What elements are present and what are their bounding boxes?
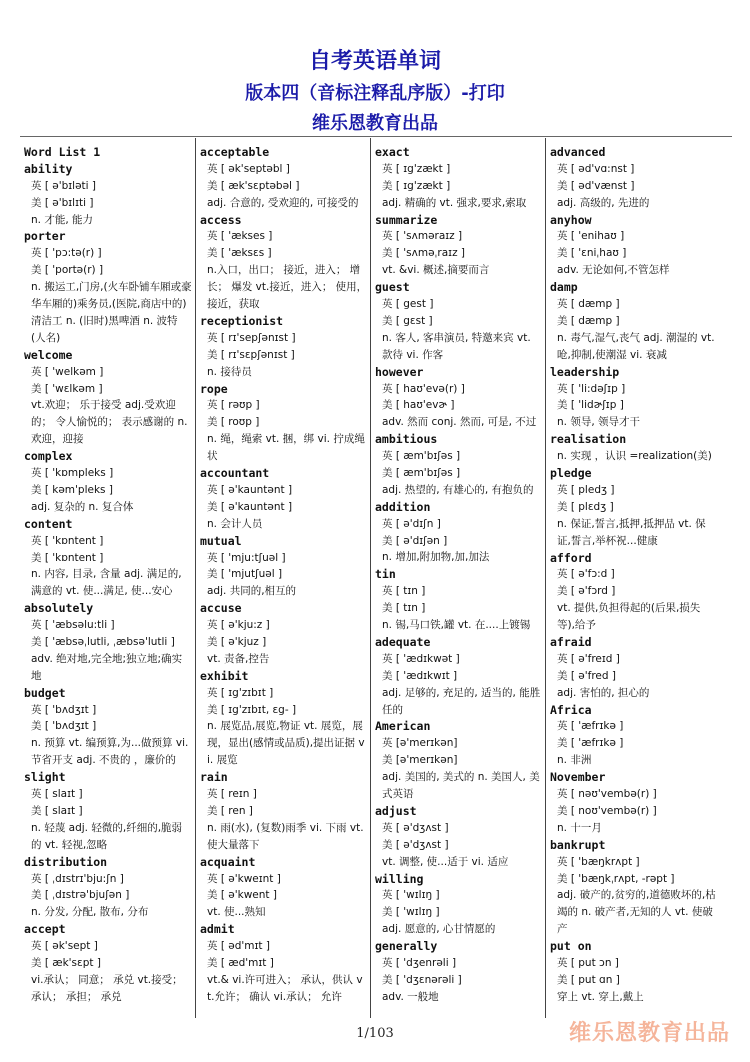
phonetic: 英 [ 'welkəm ] xyxy=(31,365,104,378)
phonetic: 美 [ roʊp ] xyxy=(207,416,260,429)
phonetic: 英 [ ə'kju:z ] xyxy=(207,619,270,632)
definition: n. 绳，绳索 vt. 捆，绑 vi. 拧成绳状 xyxy=(207,433,365,463)
word-list-heading: Word List 1 xyxy=(24,145,101,159)
phonetic: 英 [ reɪn ] xyxy=(207,788,257,801)
definition: n. 增加,附加物,加,加法 xyxy=(382,551,490,564)
definition: 穿上 vt. 穿上,戴上 xyxy=(557,990,644,1003)
phonetic: 美 [ dæmp ] xyxy=(557,314,620,327)
headword: ambitious xyxy=(375,432,438,447)
phonetic: 美 [ 'dʒɛnərəli ] xyxy=(382,973,462,986)
phonetic: 英 [ 'mju:tʃuəl ] xyxy=(207,551,286,564)
phonetic: 英 [ 'æbsəlu:tli ] xyxy=(31,619,115,632)
phonetic: 英 [ ə'kweɪnt ] xyxy=(207,872,281,885)
definition: n. 锡,马口铁,罐 vt. 在....上镀锡 xyxy=(382,619,531,632)
headword: realisation xyxy=(550,432,627,447)
headword: put on xyxy=(550,939,592,954)
definition: n. 会计人员 xyxy=(207,517,263,530)
definition: vi.承认； 同意； 承兑 vt.接受； 承认； 承担； 承兑 xyxy=(31,973,183,1003)
definition: n. 客人, 客串演员, 特邀来宾 vt. 款待 vi. 作客 xyxy=(382,331,531,361)
phonetic: 美 [ 'bʌdʒɪt ] xyxy=(31,720,97,733)
phonetic: 美 [ 'ædɪkwɪt ] xyxy=(382,669,458,682)
phonetic: 美 [ ren ] xyxy=(207,804,253,817)
definition: n. 毒气,湿气,丧气 adj. 潮湿的 vt. 呛,抑制,使潮湿 vi. 衰减 xyxy=(557,331,715,361)
headword: complex xyxy=(24,449,73,464)
phonetic: 英 [ ək'septəbl ] xyxy=(207,162,290,175)
phonetic: 美 [ə'merɪkən] xyxy=(382,754,458,767)
phonetic: 英 [ tɪn ] xyxy=(382,585,426,598)
phonetic: 英 [ 'æfrɪkə ] xyxy=(557,720,624,733)
phonetic: 美 [ haʊ'evɚ ] xyxy=(382,399,455,412)
phonetic: 美 [ noʊ'vembə(r) ] xyxy=(557,804,657,817)
headword: guest xyxy=(375,280,410,295)
phonetic: 英 [ 'ækses ] xyxy=(207,230,273,243)
phonetic: 英 [ ə'bɪləti ] xyxy=(31,179,97,192)
headword: leadership xyxy=(550,364,620,379)
headword: American xyxy=(375,719,431,734)
headword: adjust xyxy=(375,803,417,818)
phonetic: 美 [ gɛst ] xyxy=(382,314,433,327)
phonetic: 英 [ 'enihaʊ ] xyxy=(557,230,625,243)
phonetic: 英 [ 'wɪlɪŋ ] xyxy=(382,889,440,902)
phonetic: 美 [ ə'bɪlɪti ] xyxy=(31,196,94,209)
phonetic: 英 [ ə'kauntənt ] xyxy=(207,483,293,496)
phonetic: 美 [ 'bæŋkˌrʌpt, -rəpt ] xyxy=(557,872,675,885)
phonetic: 英 [ ˌdɪstrɪ'bju:ʃn ] xyxy=(31,872,124,885)
headword: adequate xyxy=(375,634,431,649)
phonetic: 美 [ 'kɒntent ] xyxy=(31,551,104,564)
headword: November xyxy=(550,770,606,785)
phonetic: 美 [ 'wɪlɪŋ ] xyxy=(382,906,440,919)
headword: however xyxy=(375,364,424,379)
column-1 xyxy=(24,144,192,1016)
phonetic: 美 [ kəm'pleks ] xyxy=(31,483,113,496)
column-divider xyxy=(370,138,371,1018)
headword: addition xyxy=(375,499,431,514)
phonetic: 英 [ haʊ'evə(r) ] xyxy=(382,382,465,395)
definition: adv. 绝对地,完全地;独立地;确实地 xyxy=(31,652,183,682)
definition: vt. 提供,负担得起的(后果,损失等),给予 xyxy=(557,602,701,632)
headword: damp xyxy=(550,280,578,295)
phonetic: 美 [ 'sʌməˌraɪz ] xyxy=(382,247,466,260)
phonetic: 英 [ pledʒ ] xyxy=(557,483,615,496)
phonetic: 英 [ 'kɒntent ] xyxy=(31,534,104,547)
definition: adj. 共同的,相互的 xyxy=(207,585,297,598)
phonetic: 英 [ slaɪt ] xyxy=(31,788,83,801)
phonetic: 英 [ dæmp ] xyxy=(557,298,620,311)
definition: n. 接待员 xyxy=(207,365,252,378)
watermark-logo: 维乐恩教育出品 xyxy=(568,1021,730,1046)
phonetic: 美 [ ə'fɔrd ] xyxy=(557,585,616,598)
page-number: 1/103 xyxy=(356,1026,394,1041)
definition: adj. 愿意的, 心甘情愿的 xyxy=(382,923,496,936)
phonetic: 美 [ put ɑn ] xyxy=(557,973,620,986)
phonetic: 英 [ əd'vɑ:nst ] xyxy=(557,162,635,175)
definition: n. 十一月 xyxy=(557,821,602,834)
definition: n. 轻蔑 adj. 轻微的,纤细的,脆弱的 vt. 轻视,忽略 xyxy=(31,821,183,851)
definition: n. 搬运工,门房,(火车卧铺车厢或豪华车厢的)乘务员,(医院,商店中的)清洁工 n. (旧时)黑啤酒 n. 波特(人名) xyxy=(31,281,192,344)
phonetic: 英 [ 'ædɪkwət ] xyxy=(382,652,460,665)
headword: acquaint xyxy=(200,854,256,869)
headword: ability xyxy=(24,161,73,176)
phonetic: 美 [ ə'fred ] xyxy=(557,669,616,682)
phonetic: 英 [ rəʊp ] xyxy=(207,399,260,412)
headword: rain xyxy=(200,770,228,785)
headword: Africa xyxy=(550,702,592,717)
headword: distribution xyxy=(24,854,108,869)
definition: adj. 合意的, 受欢迎的, 可接受的 xyxy=(207,196,359,209)
definition: n. 领导, 领导才干 xyxy=(557,416,641,429)
phonetic: 美 [ rɪ'sɛpʃənɪst ] xyxy=(207,348,295,361)
phonetic: 美 [ ə'kwent ] xyxy=(207,889,277,902)
headword: mutual xyxy=(200,533,242,548)
column-2 xyxy=(200,144,368,1016)
headword: welcome xyxy=(24,347,73,362)
phonetic: 美 [ æm'bɪʃəs ] xyxy=(382,467,461,479)
definition: n. 雨(水), (复数)雨季 vi. 下雨 vt. 使大量落下 xyxy=(207,821,364,851)
phonetic: 美 [ plɛdʒ ] xyxy=(557,500,614,513)
document-title: 自考英语单词 xyxy=(308,49,441,74)
phonetic: 英 [ 'sʌməraɪz ] xyxy=(382,230,463,243)
phonetic: 英 [ 'bʌdʒɪt ] xyxy=(31,703,97,716)
column-4 xyxy=(550,144,718,1016)
phonetic: 美 [ ə'kauntənt ] xyxy=(207,500,293,513)
headword: accuse xyxy=(200,601,242,616)
headword: content xyxy=(24,516,73,531)
headword: access xyxy=(200,212,242,227)
phonetic: 英 [ æm'bɪʃəs ] xyxy=(382,450,461,463)
phonetic: 英 [ nəʊ'vembə(r) ] xyxy=(557,788,657,801)
definition: adv. 然而 conj. 然而, 可是, 不过 xyxy=(382,416,537,429)
definition: adj. 足够的, 充足的, 适当的, 能胜任的 xyxy=(382,686,541,716)
phonetic: 英 [ 'pɔ:tə(r) ] xyxy=(31,247,102,260)
phonetic: 美 [ əd'vænst ] xyxy=(557,179,635,192)
phonetic: 英 [ 'li:dəʃɪp ] xyxy=(557,382,626,395)
phonetic: 美 [ 'æbsəˌlutli, ˌæbsə'lutli ] xyxy=(31,636,175,648)
headword: summarize xyxy=(375,212,438,227)
definition: adj. 美国的, 美式的 n. 美国人, 美式英语 xyxy=(382,771,540,801)
headword: tin xyxy=(375,567,396,582)
phonetic: 美 [ 'mjutʃuəl ] xyxy=(207,568,283,581)
headword: bankrupt xyxy=(550,837,606,852)
definition: vt.欢迎； 乐于接受 adj.受欢迎的； 令人愉悦的； 表示感谢的 n.欢迎，迎接 xyxy=(31,399,188,446)
definition: adj. 害怕的, 担心的 xyxy=(557,686,650,699)
headword: slight xyxy=(24,770,66,785)
headword: anyhow xyxy=(550,212,592,227)
phonetic: 英 [ ə'dʒʌst ] xyxy=(382,821,449,834)
phonetic: 美 [ ə'dʒʌst ] xyxy=(382,838,449,851)
phonetic: 美 [ ɪg'zækt ] xyxy=(382,179,451,192)
definition: adj. 复杂的 n. 复合体 xyxy=(31,500,134,513)
column-divider xyxy=(545,138,546,1018)
definition: adv. 一般地 xyxy=(382,990,439,1003)
headword: admit xyxy=(200,922,235,937)
phonetic: 英 [ ɪg'zɪbɪt ] xyxy=(207,686,274,699)
definition: adj. 热望的, 有雄心的, 有抱负的 xyxy=(382,483,534,496)
phonetic: 美 [ ə'dɪʃən ] xyxy=(382,534,448,547)
headword: exact xyxy=(375,145,410,159)
headword: porter xyxy=(24,229,66,244)
phonetic: 美 [ 'wɛlkəm ] xyxy=(31,382,103,395)
headword: accountant xyxy=(200,466,270,481)
definition: n. 实现 ，认识 =realization(美) xyxy=(557,450,712,463)
phonetic: 美 [ 'ɛniˌhaʊ ] xyxy=(557,247,627,260)
phonetic: 英 [ ə'freɪd ] xyxy=(557,652,620,665)
column-3 xyxy=(375,144,543,1016)
header-rule xyxy=(20,136,732,137)
phonetic: 美 [ ə'kjuz ] xyxy=(207,635,267,648)
phonetic: 英 [ ək'sept ] xyxy=(31,940,98,953)
phonetic: 美 [ tɪn ] xyxy=(382,602,426,615)
phonetic: 美 [ 'æfrɪkə ] xyxy=(557,737,624,750)
headword: willing xyxy=(375,871,424,886)
phonetic: 英 [ 'bæŋkrʌpt ] xyxy=(557,855,640,868)
column-divider xyxy=(195,138,196,1018)
headword: receptionist xyxy=(200,313,284,328)
headword: afford xyxy=(550,550,592,565)
definition: n. 展览品,展览,物证 vt. 展览，展现，显出(感情或品质),提出证据 vi. 展览 xyxy=(207,720,365,767)
headword: advanced xyxy=(550,145,606,159)
headword: pledge xyxy=(550,466,592,481)
phonetic: 英 [ gest ] xyxy=(382,298,434,311)
definition: adj. 精确的 vt. 强求,要求,索取 xyxy=(382,196,527,209)
headword: absolutely xyxy=(24,601,94,616)
phonetic: 美 [ 'æksɛs ] xyxy=(207,247,272,260)
phonetic: 英 [ 'kɒmpleks ] xyxy=(31,467,114,480)
definition: adv. 无论如何,不管怎样 xyxy=(557,264,670,277)
phonetic: 英 [ put ɔn ] xyxy=(557,957,619,969)
phonetic: 美 [ ɪg'zɪbɪt, ɛg- ] xyxy=(207,703,297,716)
headword: budget xyxy=(24,685,66,700)
phonetic: 美 [ æd'mɪt ] xyxy=(207,957,274,969)
headword: generally xyxy=(375,939,438,954)
definition: vt. &vi. 概述,摘要而言 xyxy=(382,264,490,277)
definition: n. 非洲 xyxy=(557,754,592,767)
definition: n. 预算 vt. 编预算,为...做预算 vi. 节省开支 adj. 不贵的 ，廉价的 xyxy=(31,737,189,767)
definition: n. 保证,誓言,抵押,抵押品 vt. 保证,誓言,举杯祝...健康 xyxy=(557,517,706,547)
definition: vt.& vi.许可进入； 承认，供认 vt.允许； 确认 vi.承认； 允许 xyxy=(207,973,363,1003)
phonetic: 英 [ ɪg'zækt ] xyxy=(382,162,451,175)
definition: n. 分发, 分配, 散布, 分布 xyxy=(31,906,149,919)
phonetic: 英 [ 'dʒenrəli ] xyxy=(382,956,457,969)
definition: vt. 调整, 使...适于 vi. 适应 xyxy=(382,855,509,868)
definition: adj. 破产的,贫穷的,道德败坏的,枯竭的 n. 破产者,无知的人 vt. 使破产 xyxy=(557,889,716,936)
phonetic: 美 [ 'portə(r) ] xyxy=(31,264,104,277)
headword: accept xyxy=(24,922,66,937)
definition: adj. 高级的, 先进的 xyxy=(557,196,650,209)
headword: rope xyxy=(200,381,228,396)
phonetic: 英 [ rɪ'sepʃənɪst ] xyxy=(207,331,296,344)
phonetic: 英 [ ə'dɪʃn ] xyxy=(382,517,441,530)
headword: exhibit xyxy=(200,668,249,683)
phonetic: 美 [ 'lidɚʃɪp ] xyxy=(557,399,624,412)
phonetic: 美 [ æk'sɛptəbəl ] xyxy=(207,179,300,192)
definition: vt. 使...熟知 xyxy=(207,906,266,919)
publisher-line: 维乐恩教育出品 xyxy=(312,113,438,134)
phonetic: 英 [ə'merɪkən] xyxy=(382,737,458,750)
definition: n. 内容, 目录, 含量 adj. 满足的, 满意的 vt. 使...满足, 使...安心 xyxy=(31,568,182,598)
phonetic: 英 [ əd'mɪt ] xyxy=(207,940,270,953)
phonetic: 美 [ æk'sɛpt ] xyxy=(31,957,101,970)
phonetic: 英 [ ə'fɔ:d ] xyxy=(557,568,615,581)
headword: afraid xyxy=(550,634,592,649)
document-subtitle: 版本四（音标注释乱序版）-打印 xyxy=(245,83,505,104)
definition: n.入口，出口； 接近，进入； 增长； 爆发 vt.接近，进入； 使用，接近，获取 xyxy=(207,264,368,311)
phonetic: 美 [ ˌdɪstrə'bjuʃən ] xyxy=(31,889,130,902)
phonetic: 美 [ slaɪt ] xyxy=(31,804,83,817)
definition: vt. 责备,控告 xyxy=(207,652,270,665)
definition: n. 才能, 能力 xyxy=(31,213,94,226)
headword: acceptable xyxy=(200,145,270,159)
